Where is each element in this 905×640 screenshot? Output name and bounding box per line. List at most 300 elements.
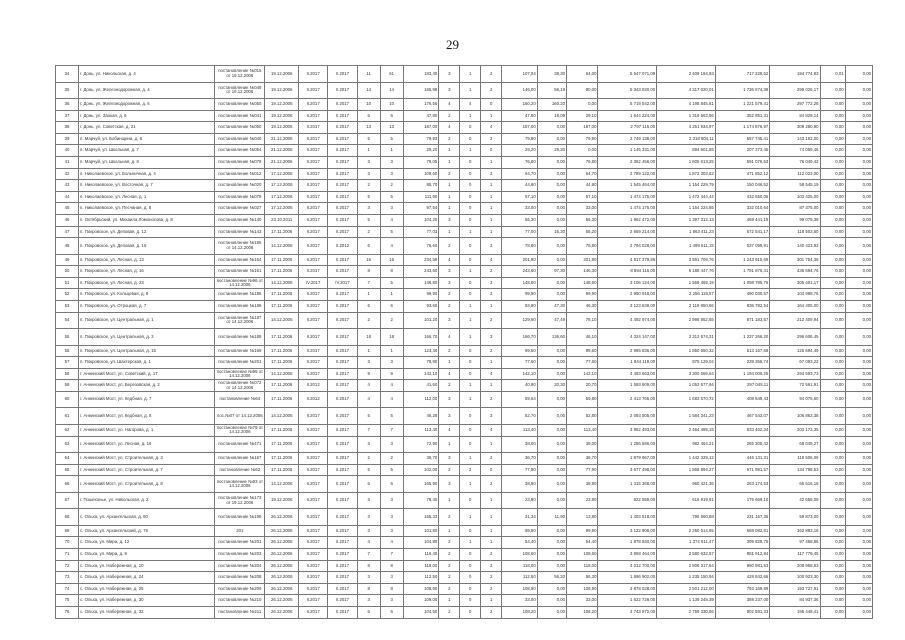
table-cell: 11,90 (537, 509, 566, 526)
table-cell: 5 (380, 191, 403, 203)
table-cell: 38,90 (502, 476, 538, 493)
table-cell: 3 (357, 509, 380, 526)
table-cell: 243,60 (403, 266, 439, 278)
table-cell: 2 (439, 464, 460, 476)
table-cell: п. Николаевское, ул. Песчаная, д. 8 (79, 203, 215, 215)
table-cell: II.2017 (328, 191, 357, 203)
table-cell: 2 580 632,57 (657, 548, 716, 560)
table-cell: постановление №169 (215, 345, 265, 357)
table-cell: II.2017 (298, 99, 327, 111)
table-cell: 108,60 (567, 548, 598, 560)
table-cell: 3 952 493,00 (598, 424, 657, 436)
table-cell: 0,00 (845, 66, 872, 83)
table-cell: 0,00 (537, 595, 566, 607)
table-cell: 822 559,00 (598, 492, 657, 509)
table-cell: 0,00 (537, 238, 566, 255)
table-cell: IV.2017 (298, 277, 327, 289)
table-cell: 93,60 (403, 301, 439, 313)
table-cell: 0,00 (845, 329, 872, 346)
table-cell: г. Донь, ул. Советская, д. 21 (79, 122, 215, 134)
table-cell: 3 122 906,00 (598, 525, 657, 537)
table-cell: 881 912,84 (715, 548, 769, 560)
table-cell: 0,00 (820, 82, 845, 99)
table-cell: II.2017 (298, 226, 327, 238)
table-cell: II.2017 (298, 583, 327, 595)
table-cell: 13 (357, 122, 380, 134)
table-cell: 104,25 (403, 214, 439, 226)
table-cell: постановление №167 (215, 453, 265, 465)
table-cell: 1 878 840,00 (598, 537, 657, 549)
table-cell: 5 (357, 133, 380, 145)
table-cell: постановление №041 (215, 110, 265, 122)
table-cell: 4 493 663,00 (598, 368, 657, 380)
table-cell: II.2012 (298, 380, 327, 392)
table-cell: 90,00 (567, 82, 598, 99)
table-cell: 165,98 (403, 82, 439, 99)
table-cell: 84 829,14 (770, 110, 820, 122)
table-cell: п. Николаевское, ул. Восточная, д. 7 (79, 180, 215, 192)
table-body (56, 66, 873, 619)
table-cell: постановление №208 (215, 572, 265, 584)
table-cell: 2 (439, 548, 460, 560)
table-cell: 537 099,91 (715, 238, 769, 255)
table-cell: 87 375,00 (770, 203, 820, 215)
table-row (56, 180, 873, 192)
table-cell: 2 (481, 606, 502, 618)
table-cell: 0,00 (537, 289, 566, 301)
table-cell: 175 669,10 (715, 492, 769, 509)
table-cell: 2 318 804,11 (657, 133, 716, 145)
table-cell: II.2017 (328, 606, 357, 618)
table-cell: 19.12.2006 (265, 66, 299, 83)
table-cell: 0,00 (845, 82, 872, 99)
table-cell: 4 (380, 380, 403, 392)
table-cell: 47,80 (502, 110, 538, 122)
table-cell: 100 923,30 (770, 572, 820, 584)
table-cell: II.2017 (328, 289, 357, 301)
table-cell: 1 (380, 289, 403, 301)
table-cell: 1 (481, 509, 502, 526)
table-cell: 4 (481, 254, 502, 266)
table-cell: 3 (439, 66, 460, 83)
table-cell: 52 (56, 289, 79, 301)
table-cell: 3 (481, 277, 502, 289)
table-cell: 3 (357, 492, 380, 509)
table-cell: 17.11.2006 (265, 345, 299, 357)
table-cell: г. Донь, ул. Железнодорожная, д. 6 (79, 99, 215, 111)
table-cell: II.2017 (298, 145, 327, 157)
table-cell: 54,40 (502, 537, 538, 549)
table-cell: 1 (460, 66, 481, 83)
table-cell: 3 (439, 476, 460, 493)
table-row (56, 82, 873, 99)
table-cell: 4 (481, 424, 502, 436)
table-cell: 2 (357, 453, 380, 465)
table-cell: п. Покровское, ул. Центральная, д. 3 (79, 329, 215, 346)
table-cell: 1 (460, 110, 481, 122)
table-cell: 513 167,69 (715, 345, 769, 357)
table-cell: 399 829,75 (715, 537, 769, 549)
table-cell: 99,60 (502, 345, 538, 357)
table-cell: 77,00 (502, 226, 538, 238)
table-cell: 45 (56, 203, 79, 215)
table-cell: 44,90 (567, 180, 598, 192)
table-cell: 3 (380, 509, 403, 526)
table-cell: 59,80 (567, 391, 598, 408)
table-cell: 65 (56, 464, 79, 476)
table-cell: 0 (460, 548, 481, 560)
registry-table-container (55, 65, 873, 619)
table-cell: 107,04 (502, 66, 538, 83)
table-cell: 94 075,60 (770, 391, 820, 408)
table-cell: 5 (357, 464, 380, 476)
table-cell: 36,70 (502, 453, 538, 465)
table-cell: II.2017 (328, 560, 357, 572)
table-cell: 1 (380, 345, 403, 357)
table-row (56, 464, 873, 476)
table-cell: 70 (56, 537, 79, 549)
table-cell: 1 896 902,00 (598, 572, 657, 584)
table-cell: п. Покровское, ул. Лесная, д. 13 (79, 254, 215, 266)
table-cell: 3 743 972,00 (598, 606, 657, 618)
table-cell: 0,00 (567, 145, 598, 157)
table-cell: 38,00 (502, 436, 538, 453)
table-cell: 0,00 (845, 266, 872, 278)
table-cell: 3 (439, 408, 460, 425)
table-cell: II.2017 (328, 537, 357, 549)
table-cell: постановление №015 от 19.12.2006 (215, 66, 265, 83)
table-cell: II.2017 (328, 266, 357, 278)
table-cell: постановление №201 (215, 357, 265, 369)
table-cell: 2 464 499,15 (657, 424, 716, 436)
table-cell: II.2017 (298, 180, 327, 192)
table-cell: 0,00 (845, 345, 872, 357)
table-cell: 4 (357, 380, 380, 392)
table-cell: 3 (357, 203, 380, 215)
table-cell: 7 (380, 548, 403, 560)
table-cell: 21.12.2006 (265, 156, 299, 168)
table-cell: 5 (380, 277, 403, 289)
table-cell: 0 (460, 583, 481, 595)
table-cell: 4 (481, 122, 502, 134)
table-cell: 77,03 (403, 226, 439, 238)
table-cell: 104 998,76 (770, 289, 820, 301)
table-cell: 1 736 674,39 (715, 82, 769, 99)
table-cell: 309 280,90 (770, 122, 820, 134)
table-cell: 108,60 (502, 548, 538, 560)
table-cell: 18,09 (537, 110, 566, 122)
table-cell: 2 (357, 180, 380, 192)
table-cell: 299 026,17 (770, 82, 820, 99)
table-cell: 1 221 579,41 (715, 99, 769, 111)
table-cell: II.2017 (328, 122, 357, 134)
table-row (56, 214, 873, 226)
table-cell: 76 (56, 606, 79, 618)
table-cell: 2 (380, 312, 403, 329)
table-cell: г. Аннинский Мост, ул. Лесная, д. 16 (79, 436, 215, 453)
table-cell: II.2017 (298, 82, 327, 99)
table-cell: 332 010,64 (715, 203, 769, 215)
table-cell: 297 772,28 (770, 99, 820, 111)
table-cell: 79,93 (403, 133, 439, 145)
table-cell: пос.№07 от 14.12.2006 (215, 408, 265, 425)
table-cell: 0,00 (845, 408, 872, 425)
table-cell: постановление №187 от 14.12.2006 (215, 312, 265, 329)
table-cell: II.2017 (328, 436, 357, 453)
table-cell: постановление №203 (215, 548, 265, 560)
table-cell: 166,70 (403, 329, 439, 346)
table-cell: 1 403 518,00 (598, 509, 657, 526)
table-cell: постановление №012 (215, 168, 265, 180)
table-cell: 19.12.2006 (265, 99, 299, 111)
table-cell: 2 789 122,00 (598, 168, 657, 180)
table-cell: 46,28 (403, 408, 439, 425)
table-cell: 2 (481, 168, 502, 180)
table-cell: 14.12.2006 (265, 312, 299, 329)
table-row (56, 357, 873, 369)
table-cell: 436 694,76 (770, 266, 820, 278)
table-row (56, 537, 873, 549)
table-cell: 0,00 (845, 391, 872, 408)
table-cell: 14.12.2006 (265, 277, 299, 289)
table-cell: 1 (439, 525, 460, 537)
table-cell: 793 169,89 (715, 583, 769, 595)
table-cell: постановление №079 (215, 191, 265, 203)
table-cell: 5 (380, 408, 403, 425)
table-cell: 1 (357, 289, 380, 301)
table-cell: 1 474 175,00 (598, 191, 657, 203)
table-cell: II.2017 (328, 464, 357, 476)
table-cell: 58 545,19 (770, 180, 820, 192)
table-cell: 0,00 (820, 168, 845, 180)
table-cell: II.2017 (298, 476, 327, 493)
table-cell: 960 421,36 (657, 476, 716, 493)
table-cell: 194 774,83 (770, 66, 820, 83)
table-cell: 160,20 (502, 99, 538, 111)
table-cell: II.2017 (298, 238, 327, 255)
table-cell: 2 (481, 289, 502, 301)
table-cell: 0 (460, 191, 481, 203)
table-cell: 84 937,36 (770, 595, 820, 607)
table-cell: II.2017 (328, 525, 357, 537)
table-cell: 97,54 (403, 203, 439, 215)
table-cell: II.2017 (298, 168, 327, 180)
table-cell: 0,00 (820, 525, 845, 537)
table-cell: 0,00 (820, 583, 845, 595)
table-cell: 0,00 (537, 606, 566, 618)
table-cell: постановление №164 (215, 254, 265, 266)
table-cell: 201 (215, 525, 265, 537)
table-cell: 2 (380, 453, 403, 465)
table-cell: 113,40 (567, 424, 598, 436)
table-cell: 389 237,00 (715, 595, 769, 607)
table-cell: 1 545 464,00 (598, 180, 657, 192)
table-cell: 2 (439, 380, 460, 392)
table-cell: 19.12.2006 (265, 122, 299, 134)
table-cell: 52,80 (567, 408, 598, 425)
table-cell: 0,00 (845, 122, 872, 134)
table-cell: 0,00 (820, 156, 845, 168)
table-cell: 432 650,06 (715, 191, 769, 203)
table-cell: 103 425,00 (770, 191, 820, 203)
table-cell: 29,20 (537, 145, 566, 157)
table-cell: 71 (56, 548, 79, 560)
table-cell: 187,00 (567, 122, 598, 134)
table-cell: 3 300 669,64 (657, 368, 716, 380)
table-cell: п. Николаевское, ул. Лесная, д. 1 (79, 191, 215, 203)
table-cell: 2 501 212,00 (657, 583, 716, 595)
table-cell: 64 (56, 453, 79, 465)
table-cell: 4 (380, 391, 403, 408)
table-cell: 99 078,38 (770, 214, 820, 226)
table-cell: 116,40 (403, 548, 439, 560)
table-cell: 20,30 (537, 380, 566, 392)
table-row (56, 289, 873, 301)
table-cell: 0,00 (845, 191, 872, 203)
table-cell: 3 (439, 214, 460, 226)
table-cell: 1 (439, 436, 460, 453)
table-cell: 3 (380, 595, 403, 607)
table-row (56, 424, 873, 436)
table-cell: II.2017 (328, 595, 357, 607)
table-cell: II.2017 (328, 110, 357, 122)
table-cell: 136,60 (537, 329, 566, 346)
table-cell: 14.12.2006 (265, 368, 299, 380)
table-cell: п. Октябрьский, ул. Михаила Ломоносова, д. 8 (79, 214, 215, 226)
table-cell: 2 (481, 391, 502, 408)
table-cell: 0,00 (845, 525, 872, 537)
table-cell: 1 (357, 345, 380, 357)
table-cell: 78,90 (403, 357, 439, 369)
table-cell: 17.11.2006 (265, 453, 299, 465)
table-cell: 1 979 967,00 (598, 453, 657, 465)
table-row (56, 133, 873, 145)
table-cell: II.2012 (328, 238, 357, 255)
table-cell: 118,00 (567, 560, 598, 572)
table-cell: 62 (56, 424, 79, 436)
table-cell: 212 409,94 (770, 312, 820, 329)
table-cell: II.2017 (328, 424, 357, 436)
table-cell: 17.11.2006 (265, 380, 299, 392)
table-cell: 2 669 214,00 (598, 226, 657, 238)
table-cell: 0,00 (820, 329, 845, 346)
table-cell: 0,00 (820, 289, 845, 301)
table-cell: 78,10 (567, 312, 598, 329)
table-cell: п. Марчуй, ул. Бобинщина, д. 6 (79, 133, 215, 145)
table-cell: 4 (380, 238, 403, 255)
table-cell: 4 (481, 368, 502, 380)
table-cell: 19.12.2006 (265, 82, 299, 99)
table-cell: II.2017 (298, 595, 327, 607)
table-row (56, 492, 873, 509)
table-row (56, 572, 873, 584)
table-cell: 9 (357, 368, 380, 380)
table-cell: 3 312 574,31 (657, 329, 716, 346)
table-cell: 146,80 (403, 277, 439, 289)
table-cell: г. Донь, ул. Железнодорожная, д. 4 (79, 82, 215, 99)
table-cell: 3 (380, 436, 403, 453)
table-cell: 0,00 (820, 560, 845, 572)
table-cell: II.2017 (328, 548, 357, 560)
table-cell: 2 (439, 289, 460, 301)
table-cell: 4 (439, 99, 460, 111)
table-cell: 101,20 (403, 312, 439, 329)
table-cell: 0,00 (820, 391, 845, 408)
table-cell: 0,00 (820, 122, 845, 134)
table-cell: 0,00 (820, 266, 845, 278)
table-cell: 2 806 317,64 (657, 560, 716, 572)
table-cell: 56,20 (567, 226, 598, 238)
table-cell: 108,90 (403, 583, 439, 595)
table-cell: 3 677 498,00 (598, 464, 657, 476)
table-cell: 146,00 (502, 82, 538, 99)
table-cell: 2 (439, 238, 460, 255)
table-cell: 0,00 (845, 277, 872, 289)
table-cell: II.2017 (298, 560, 327, 572)
table-cell: 0 (460, 492, 481, 509)
table-cell: II.2017 (328, 391, 357, 408)
table-cell: 17.11.2006 (265, 357, 299, 369)
table-cell: 142,10 (403, 368, 439, 380)
table-cell: II.2017 (328, 583, 357, 595)
table-cell: 8 (380, 266, 403, 278)
table-cell: II.2017 (328, 572, 357, 584)
table-cell: с. Ольха, ул. Набережная, д. 10 (79, 560, 215, 572)
table-cell: 17.12.2006 (265, 203, 299, 215)
table-cell: 3 (439, 453, 460, 465)
table-cell: постановление №072 от 14.12.2006 (215, 380, 265, 392)
table-cell: 0 (460, 408, 481, 425)
table-cell: 1 (481, 180, 502, 192)
table-cell: 0,00 (820, 595, 845, 607)
table-cell: постановление №186 от 14.12.2006 (215, 238, 265, 255)
table-cell: 1 962 472,00 (598, 214, 657, 226)
table-cell: 73 (56, 572, 79, 584)
table-cell: 0,00 (845, 583, 872, 595)
table-cell: 0,00 (537, 525, 566, 537)
table-cell: 0,00 (845, 453, 872, 465)
table-cell: 18 (357, 329, 380, 346)
table-cell: II.2017 (298, 156, 327, 168)
table-cell: 33,00 (502, 203, 538, 215)
table-cell: 69 (56, 525, 79, 537)
table-cell: 1 (460, 301, 481, 313)
table-cell: 1 154 224,85 (657, 203, 716, 215)
table-cell: 40,90 (502, 380, 538, 392)
table-cell: 0,00 (537, 453, 566, 465)
table-cell: постановление №161 (215, 266, 265, 278)
table-cell: 0,00 (820, 254, 845, 266)
table-cell: 125 694,49 (770, 345, 820, 357)
table-cell: 0,00 (537, 436, 566, 453)
table-cell: 2 362 456,00 (598, 156, 657, 168)
table-cell: 1 397 312,13 (657, 214, 716, 226)
housing-registry-table (55, 65, 873, 619)
table-cell: 1 (439, 156, 460, 168)
table-cell: 2 (357, 312, 380, 329)
table-cell: 99,90 (567, 525, 598, 537)
table-cell: 871 183,57 (715, 312, 769, 329)
table-cell: 0,00 (537, 133, 566, 145)
table-cell: с. Ольха, ул. Архангельская, д. 80 (79, 509, 215, 526)
table-cell: 0 (460, 180, 481, 192)
table-cell: 2 (439, 572, 460, 584)
table-cell: постановление №209 (215, 583, 265, 595)
table-cell: 195 448,41 (770, 606, 820, 618)
table-cell: 305 401,17 (770, 277, 820, 289)
table-cell: 0,00 (537, 203, 566, 215)
table-cell: 2 (481, 312, 502, 329)
